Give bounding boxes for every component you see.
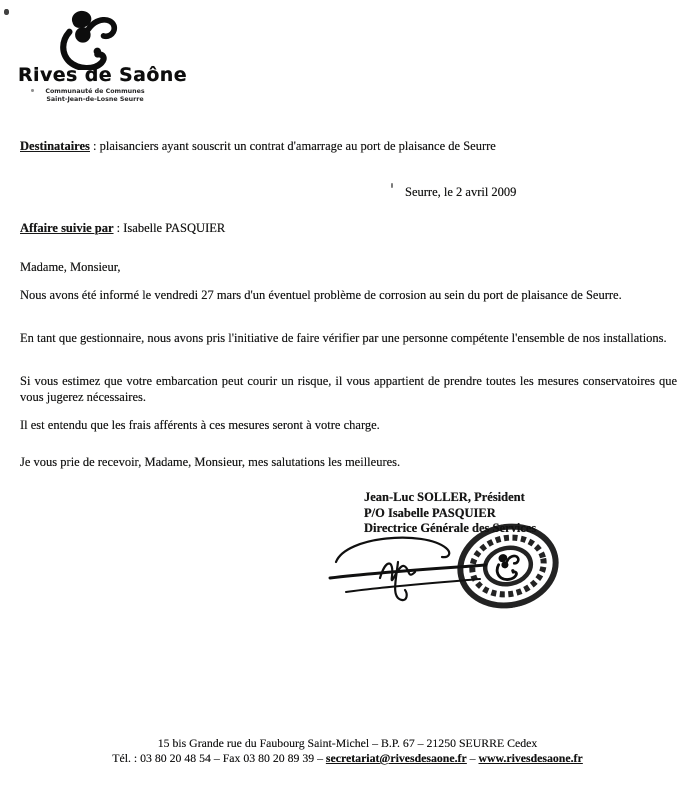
logo-figure-icon [55, 8, 119, 70]
signatory-name: Jean-Luc SOLLER, Président [364, 490, 525, 504]
footer-email-link[interactable]: secretariat@rivesdesaone.fr [325, 751, 467, 765]
paragraph-2: En tant que gestionnaire, nous avons pris l'initiative de faire vérifier par une personne compétente l'ensemble de nos installations. [20, 331, 667, 345]
footer-contact [0, 751, 695, 766]
logo-subtitle-line1: Communauté de Communes [45, 88, 145, 95]
recipients-label: Destinataires [20, 139, 90, 153]
paragraph-4: Il est entendu que les frais afférents à ces mesures seront à votre charge. [20, 418, 380, 432]
scan-speck [391, 183, 393, 188]
footer-website-link[interactable]: www.rivesdesaone.fr [478, 751, 583, 765]
scan-speck [4, 9, 9, 15]
footer-address: 15 bis Grande rue du Faubourg Saint-Michel – B.P. 67 – 21250 SEURRE Cedex [157, 736, 538, 750]
footer-separator: – [466, 751, 479, 765]
reference-text: : Isabelle PASQUIER [113, 221, 226, 235]
paragraph-3: Si vous estimez que votre embarcation peut courir un risque, il vous appartient de prendre toutes les mesures conservatoires que vous jugerez nécessaires. [20, 374, 677, 404]
dateline: Seurre, le 2 avril 2009 [405, 185, 517, 199]
signatory-po: P/O Isabelle PASQUIER [364, 505, 496, 520]
reference-line [20, 220, 680, 236]
salutation: Madame, Monsieur, [20, 260, 121, 274]
logo-subtitle [40, 88, 150, 103]
recipients-text: : plaisanciers ayant souscrit un contrat d'amarrage au port de plaisance de Seurre [89, 139, 496, 153]
logo-title: Rives de Saône [18, 64, 188, 86]
logo-subtitle-line2: Saint-Jean-de-Losne Seurre [46, 95, 144, 103]
paragraph-1: Nous avons été informé le vendredi 27 mars d'un éventuel problème de corrosion au sein du port de plaisance de Seurre. [20, 288, 622, 302]
scan-speck [31, 89, 34, 92]
recipients-line [20, 138, 680, 154]
footer-phone-fax: Tél. : 03 80 20 48 54 – Fax 03 80 20 89 39 – [112, 751, 326, 765]
reference-label: Affaire suivie par [20, 221, 114, 235]
closing-line: Je vous prie de recevoir, Madame, Monsieur, mes salutations les meilleures. [20, 455, 401, 469]
signatory-title: Directrice Générale des Services [364, 521, 537, 535]
